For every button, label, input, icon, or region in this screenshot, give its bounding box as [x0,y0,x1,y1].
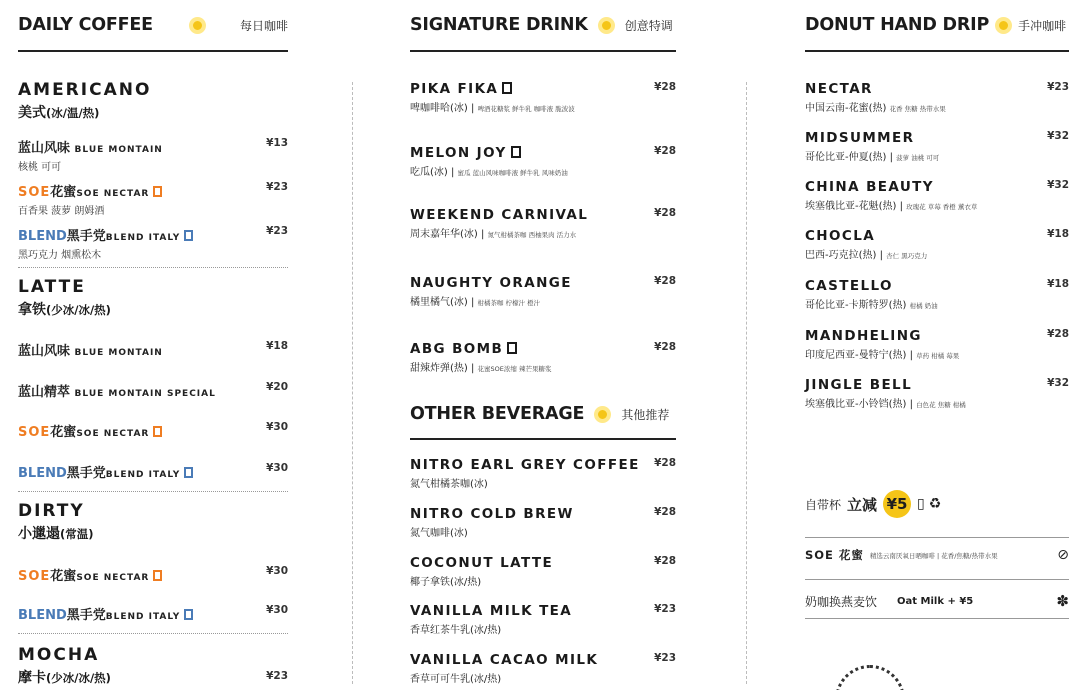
menu-item: PIKA FIKA 啤咖啡哈(冰) | 啤酒花糖浆 鲜牛乳 咖啡液 脆波波 ¥28 [410,81,676,114]
oat-milk-note: 奶咖换燕麦饮 Oat Milk + ¥5 ✽ [805,592,1069,610]
price: ¥23 [654,603,676,615]
section-title-cn: 手冲咖啡 [1018,18,1067,33]
price: ¥30 [266,462,288,474]
section-title-cn: 每日咖啡 [239,18,288,33]
divider [18,491,288,492]
bring-your-cup-promo: 自带杯 立减 ¥5 ▯ ♻ [805,490,1069,518]
group-title-en: MOCHA [18,645,100,665]
price: ¥23 [266,225,288,237]
price: ¥32 [1047,130,1069,142]
menu-item: CASTELLO 哥伦比亚-卡斯特罗(热) 柑橘 奶油 ¥18 [805,278,1069,311]
section-title: DAILY COFFEE [18,15,153,35]
price: ¥32 [1047,377,1069,389]
price: ¥18 [1047,228,1069,240]
price: ¥30 [266,421,288,433]
price: ¥23 [266,670,288,682]
group-title-en: AMERICANO [18,80,152,100]
section-header [410,0,676,52]
group-title-en: DIRTY [18,501,85,521]
hand-drip-column [805,0,1069,690]
bookmark-icon [184,609,193,620]
menu-item: ABG BOMB 甜辣炸弹(热) | 花蜜SOE浓缩 辣芒果糖浆 ¥28 [410,341,676,374]
menu-item: JINGLE BELL 埃塞俄比亚-小铃铛(热) | 白色花 焦糖 柑橘 ¥32 [805,377,1069,410]
group-title-cn: 拿铁(少冰/冰/热) [18,302,111,318]
plant-icon: ✽ [1056,592,1069,610]
menu-item: BLEND黑手党BLEND ITALY ¥30 [18,604,288,623]
leaf-icon: ⊘ [1057,547,1069,563]
divider [18,633,288,634]
menu-item: VANILLA CACAO MILK 香草可可牛乳(冰/热) ¥23 [410,652,676,685]
price: ¥32 [1047,179,1069,191]
price: ¥28 [1047,328,1069,340]
menu-item: MELON JOY 吃瓜(冰) | 蜜瓜 蓝山风味咖啡液 鲜牛乳 风味奶油 ¥28 [410,145,676,178]
bookmark-icon [153,426,162,437]
section-title: OTHER BEVERAGE [410,404,585,424]
price: ¥28 [654,81,676,93]
menu-item: BLEND黑手党BLEND ITALY ¥30 [18,462,288,481]
menu-item: NAUGHTY ORANGE 橘里橘气(冰) | 柑橘茶咖 柠檬汁 橙汁 ¥28 [410,275,676,308]
menu-item: NITRO EARL GREY COFFEE 氮气柑橘茶咖(冰) ¥28 [410,457,676,490]
daily-coffee-column [18,0,288,690]
menu-item: MANDHELING 印度尼西亚-曼特宁(热) | 草药 柑橘 莓果 ¥28 [805,328,1069,361]
menu-item: 蓝山风味 BLUE MONTAIN ¥18 [18,340,288,359]
price: ¥28 [654,145,676,157]
menu-item: 蓝山精萃 BLUE MONTAIN SPECIAL ¥20 [18,381,288,400]
recycle-icon: ♻ [928,496,942,512]
group-title-en: LATTE [18,277,86,297]
price: ¥23 [266,181,288,193]
section-title-cn: 创意特调 [624,18,673,33]
column-divider [746,82,747,684]
price: ¥13 [266,137,288,149]
sun-icon [189,17,206,34]
bookmark-icon [184,230,193,241]
price: ¥30 [266,604,288,616]
bookmark-icon [511,146,521,158]
group-title-cn: 美式(冰/温/热) [18,105,100,121]
bookmark-icon [153,570,162,581]
menu-item: 蓝山风味 BLUE MONTAIN 核桃 可可 ¥13 [18,137,288,173]
menu-item: COCONUT LATTE 椰子拿铁(冰/热) ¥28 [410,555,676,588]
section-header [18,0,288,52]
section-header [805,0,1069,52]
price: ¥30 [266,565,288,577]
menu-item: MIDSUMMER 哥伦比亚-仲夏(热) | 菠萝 油桃 可可 ¥32 [805,130,1069,163]
section-title: DONUT HAND DRIP [805,15,990,35]
menu-item: BLEND黑手党BLEND ITALY 黑巧克力 烟熏松木 ¥23 [18,225,288,261]
section-header [410,390,676,440]
menu-item: NITRO COLD BREW 氮气咖啡(冰) ¥28 [410,506,676,539]
bookmark-icon [153,186,162,197]
price: ¥20 [266,381,288,393]
menu-item: CHOCLA 巴西-巧克拉(热) | 杏仁 黑巧克力 ¥18 [805,228,1069,261]
price: ¥28 [654,341,676,353]
bookmark-icon [502,82,512,94]
column-divider [352,82,353,684]
group-title-cn: 摩卡(少冰/冰/热) [18,670,111,686]
price: ¥23 [1047,81,1069,93]
sun-icon [995,17,1012,34]
price: ¥28 [654,506,676,518]
soe-note: SOE 花蜜 精选云南厌氧日晒咖啡 | 花香/焦糖/热带水果 ⊘ [805,547,1069,563]
menu-item: CHINA BEAUTY 埃塞俄比亚-花魁(热) | 玫瑰花 草莓 香橙 薰衣草 ¥32 [805,179,1069,212]
divider [805,537,1069,538]
signature-drink-column [410,0,676,690]
price: ¥18 [266,340,288,352]
discount-badge: ¥5 [883,490,911,518]
menu-item: SOE花蜜SOE NECTAR ¥30 [18,421,288,440]
price: ¥23 [654,652,676,664]
divider [18,267,288,268]
divider [805,618,1069,619]
divider [805,579,1069,580]
bookmark-icon [184,467,193,478]
sun-icon [598,17,615,34]
cup-icon: ▯ [917,496,925,512]
price: ¥28 [654,457,676,469]
price: ¥28 [654,555,676,567]
menu-item: SOE花蜜SOE NECTAR ¥30 [18,565,288,584]
sun-icon [594,406,611,423]
price: ¥18 [1047,278,1069,290]
menu-item: NECTAR 中国云南-花蜜(热) 花香 焦糖 热带水果 ¥23 [805,81,1069,114]
section-title: SIGNATURE DRINK [410,15,588,35]
menu-item: SOE花蜜SOE NECTAR 百香果 菠萝 朗姆酒 ¥23 [18,181,288,217]
menu-item: VANILLA MILK TEA 香草红茶牛乳(冰/热) ¥23 [410,603,676,636]
section-title-cn: 其他推荐 [621,407,670,422]
price: ¥28 [654,207,676,219]
price: ¥28 [654,275,676,287]
group-title-cn: 小邋遢(常温) [18,526,94,542]
bookmark-icon [507,342,517,354]
menu-item: WEEKEND CARNIVAL 周末嘉年华(冰) | 氮气柑橘茶咖 西柚果肉 活力水 ¥28 [410,207,676,240]
